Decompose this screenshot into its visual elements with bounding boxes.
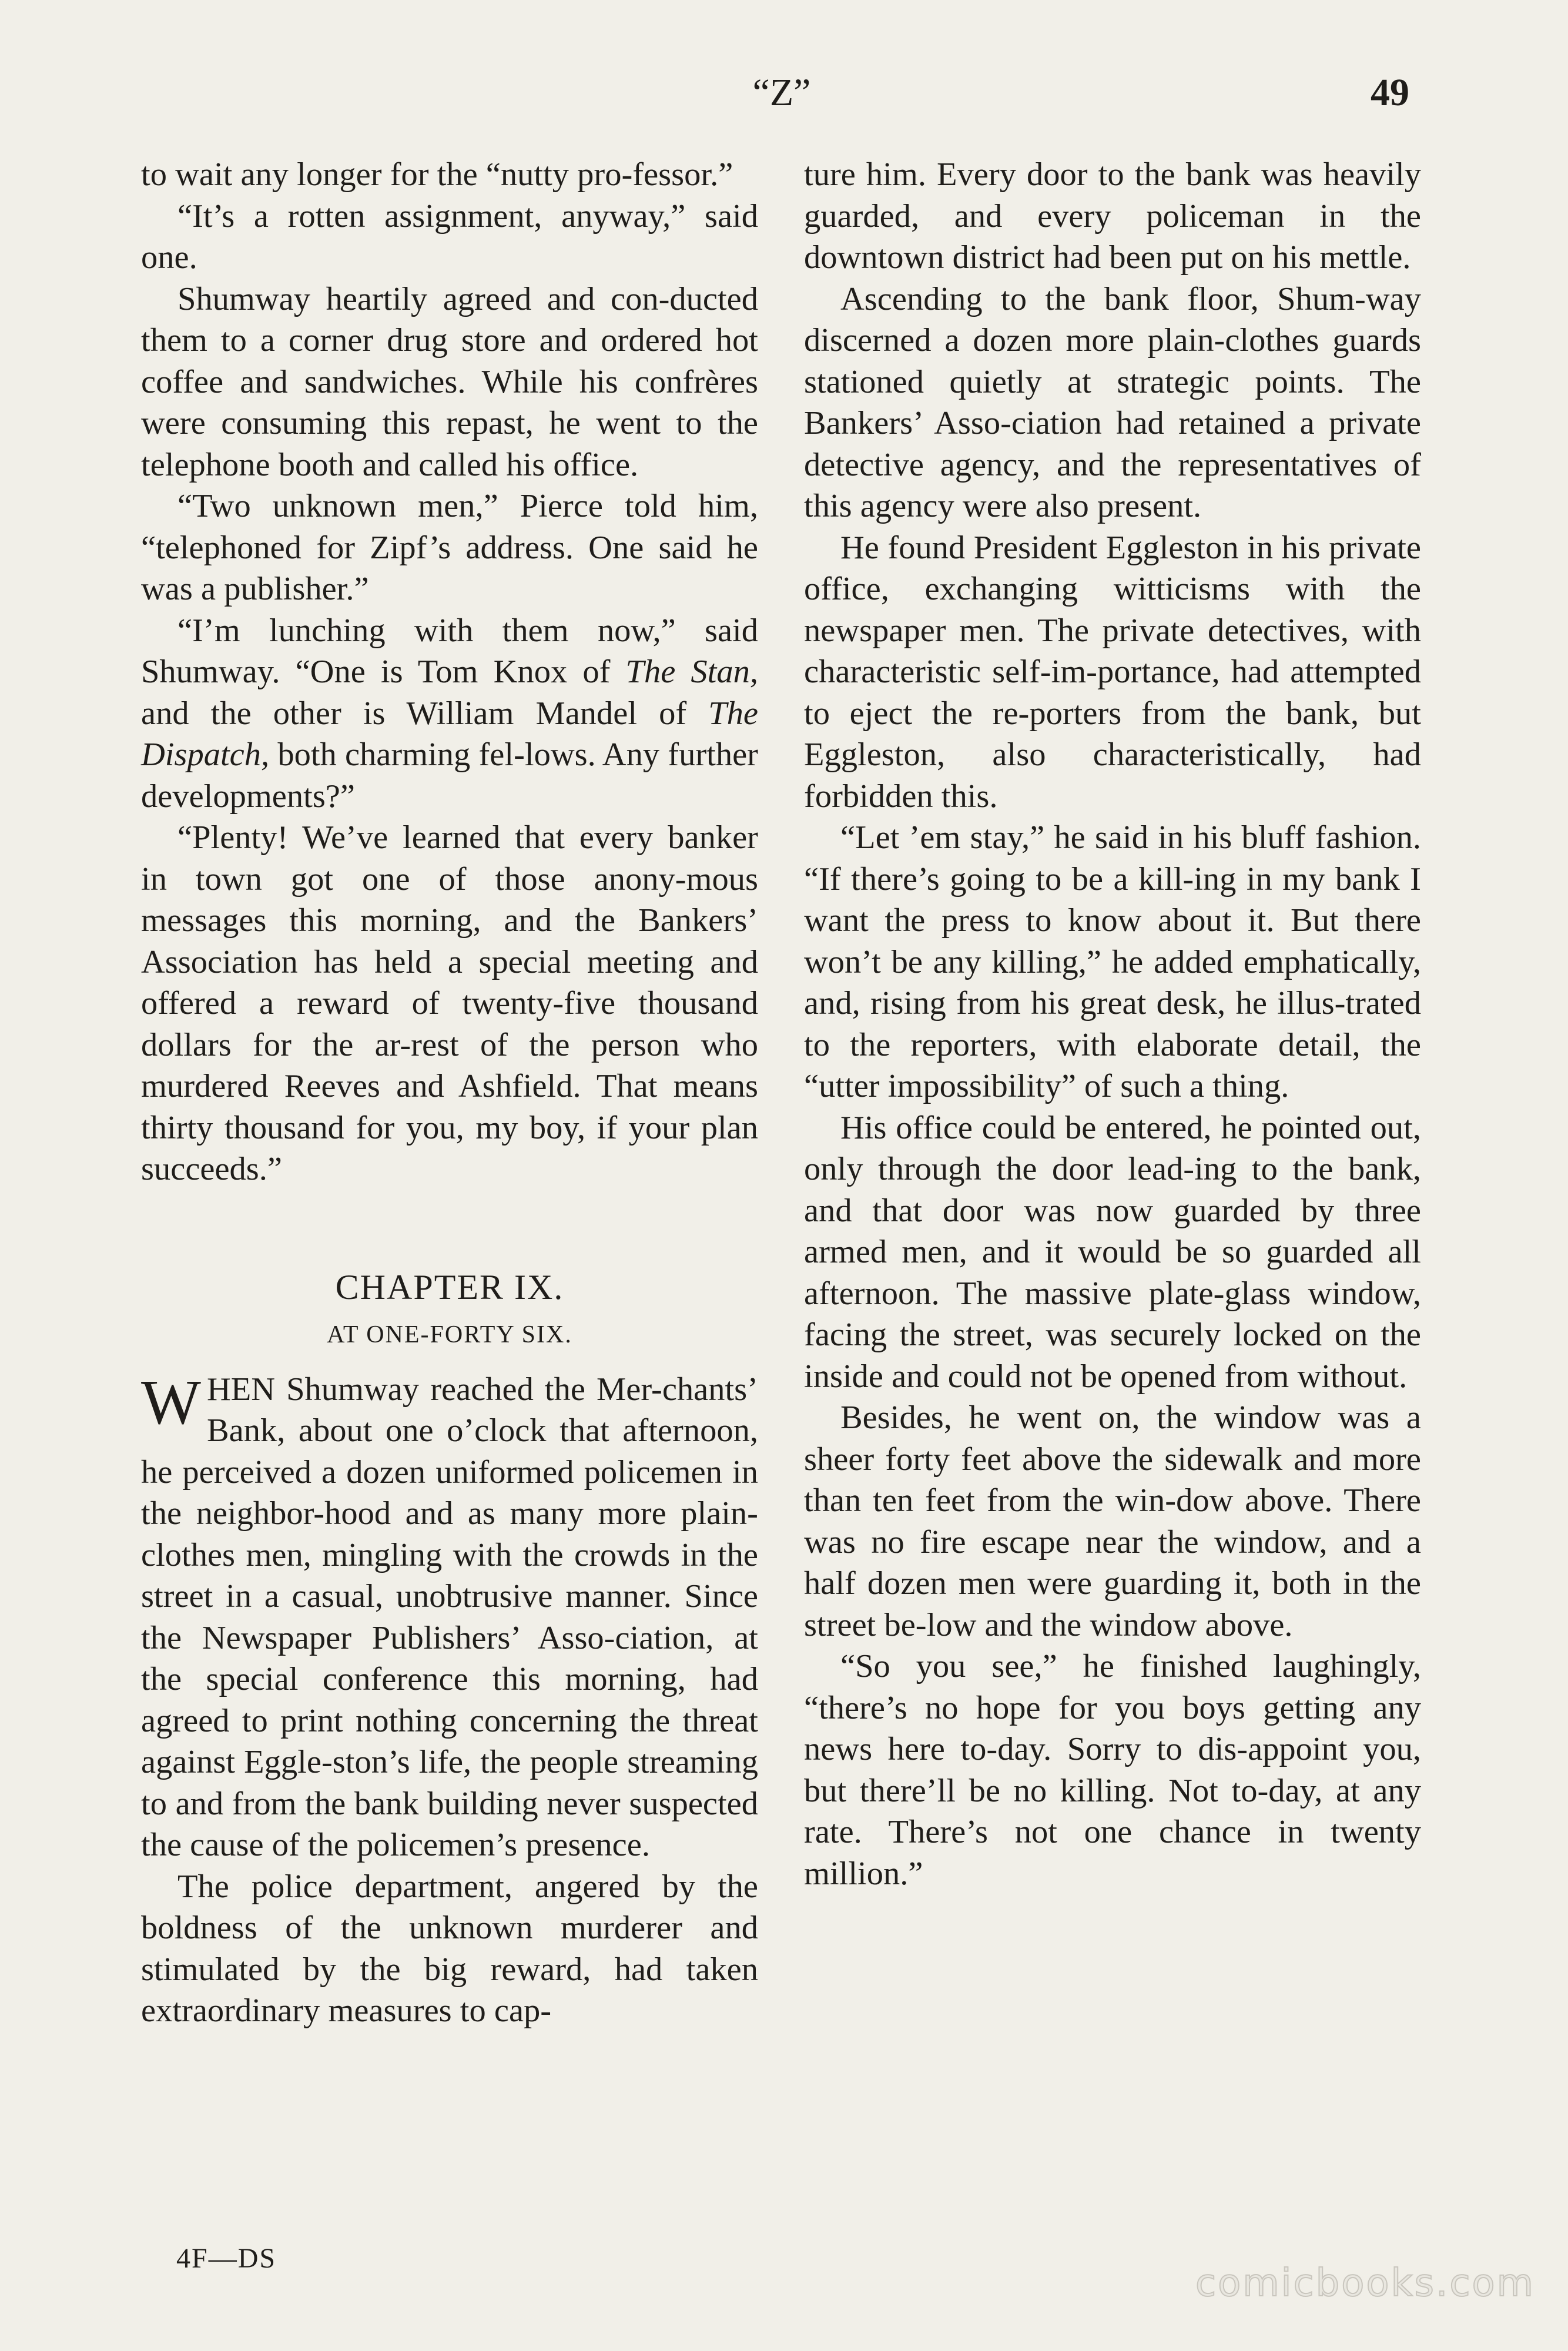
- paragraph: “So you see,” he finished laughingly, “there’s no hope for you boys getting any news here to-day. Sorry to dis-appoint you, but there’ll be no killing. Not to-day, at any rate. There’s not one chance in twenty million.”: [804, 1648, 1421, 1892]
- newspaper-name: The Stan,: [625, 654, 758, 690]
- paragraph: Besides, he went on, the window was a sheer forty feet above the sidewalk and more than ten feet from the win-dow above. There was no fire escape near the window, and a half dozen men were guarding it, both in the street be-low and the window above.: [804, 1399, 1421, 1643]
- chapter-subtitle: AT ONE-FORTY SIX.: [327, 1321, 572, 1348]
- paragraph: ture him. Every door to the bank was heavily guarded, and every policeman in the downtown district had been put on his mettle.: [804, 156, 1421, 276]
- paragraph: He found President Eggleston in his private office, exchanging witticisms with the newspaper men. The private detectives, with characteristic self-im-portance, had attempted to eject the re-porters from the bank, but Eggleston, also characteristically, had forbidden this.: [804, 529, 1421, 815]
- signature-mark: 4F—DS: [176, 2243, 277, 2274]
- paragraph: to wait any longer for the “nutty pro-fessor.”: [141, 156, 733, 193]
- paragraph: Ascending to the bank floor, Shum-way discerned a dozen more plain-clothes guards stationed quietly at strategic points. The Bankers’ Asso-ciation had retained a private detective agency, and the representatives of this agency were also present.: [804, 280, 1421, 524]
- paragraph: His office could be entered, he pointed out, only through the door lead-ing to the bank, and that door was now guarded by three armed men, and it would be so guarded all afternoon. The massive plate-glass window, facing the street, was securely locked on the inside and could not be opened from without.: [804, 1109, 1421, 1395]
- left-column: [141, 154, 758, 2032]
- page-header: [0, 71, 1568, 123]
- newspaper-name: The Dispatch,: [141, 695, 758, 773]
- paragraph: Shumway heartily agreed and con-ducted them to a corner drug store and ordered hot coffee and sandwiches. While his confrères were consuming this repast, he went to the telephone booth and called his office.: [141, 280, 758, 483]
- text-run: “I’m lunching with them now,” said Shumway. “One is Tom Knox of: [141, 612, 758, 690]
- paragraph: The police department, angered by the boldness of the unknown murderer and stimulated by the big reward, had taken extraordinary measures to cap-: [141, 1868, 758, 2029]
- drop-cap: W: [141, 1367, 201, 1438]
- chapter-title: CHAPTER IX.: [335, 1267, 564, 1307]
- paragraph: “Two unknown men,” Pierce told him, “telephoned for Zipf’s address. One said he was a publisher.”: [141, 488, 758, 607]
- text-run: HEN Shumway reached the Mer-chants’ Bank, about one o’clock that afternoon, he perceived a dozen uniformed policemen in the neighbor-hood and as many more plain-clothes men, mingling with the crowds in the street in a casual, unobtrusive manner. Since the Newspaper Publishers’ Asso-ciation, at the special conference this morning, had agreed to print nothing concerning the threat against Eggle-ston’s life, the people streaming to and from the bank building never suspected the cause of the policemen’s presence.: [141, 1371, 758, 1863]
- paragraph: “Plenty! We’ve learned that every banker in town got one of those anony-mous messages this morning, and the Bankers’ Association has held a special meeting and offered a reward of twenty-five thousand dollars for the ar-rest of the person who murdered Reeves and Ashfield. That means thirty thousand for you, my boy, if your plan succeeds.”: [141, 819, 758, 1187]
- page-number: 49: [1371, 71, 1409, 114]
- opening-paragraph: [141, 1369, 758, 1866]
- paragraph: “Let ’em stay,” he said in his bluff fashion. “If there’s going to be a kill-ing in my bank I want the press to know about it. But there won’t be any killing,” he added emphatically, and, rising from his great desk, he illus-trated to the reporters, with elaborate detail, the “utter impossibility” of such a thing.: [804, 819, 1421, 1104]
- text-run: and the other is William Mandel of: [141, 695, 709, 732]
- paragraph: [141, 610, 758, 818]
- paragraph: “It’s a rotten assignment, anyway,” said one.: [141, 197, 758, 276]
- text-run: both charming fel-lows. Any further developments?”: [141, 736, 758, 815]
- right-column: [804, 154, 1421, 1894]
- watermark: comicbooks.com: [1195, 2262, 1535, 2305]
- running-title: “Z”: [752, 71, 811, 114]
